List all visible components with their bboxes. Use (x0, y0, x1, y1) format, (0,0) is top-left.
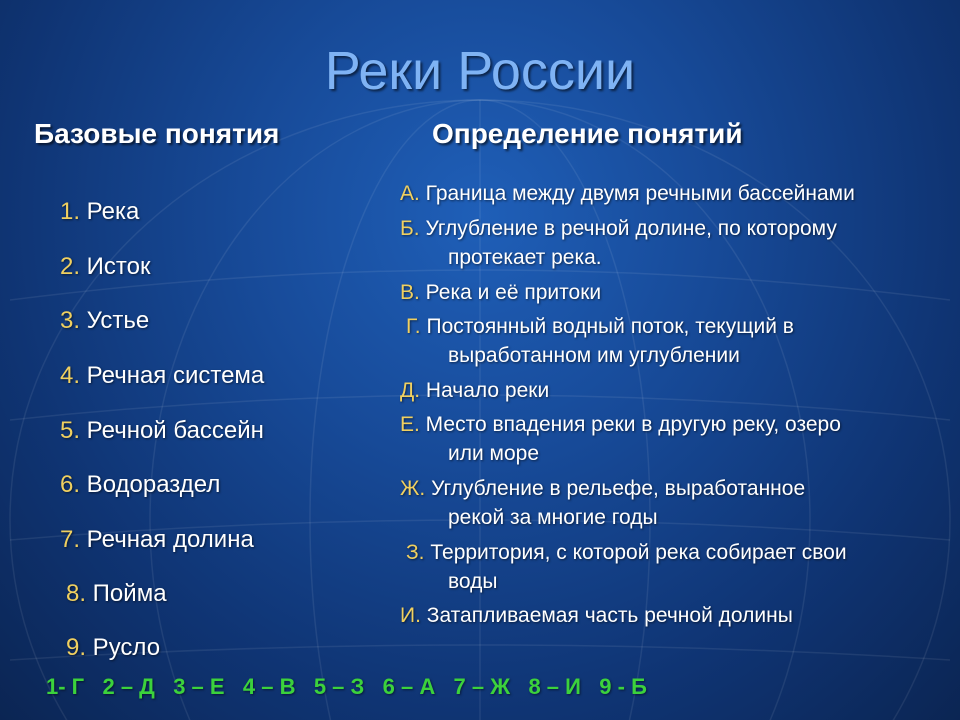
definition-item (406, 312, 946, 370)
term-number: 7. (60, 526, 81, 553)
term-text: Русло (86, 634, 161, 661)
term-number: 6. (60, 471, 81, 498)
definition-text-continued: рекой за многие годы (448, 506, 658, 529)
slide-title: Реки России (324, 41, 636, 101)
term-item (60, 471, 220, 499)
definition-text: Река и её притоки (419, 281, 602, 304)
definition-text-continued: протекает река. (448, 246, 602, 269)
term-item (66, 634, 160, 662)
definition-item (400, 278, 940, 307)
term-text: Исток (80, 253, 151, 280)
definition-text-continued: выработанном им углублении (448, 344, 740, 367)
term-number: 4. (60, 362, 81, 389)
definition-item (400, 179, 940, 208)
definition-letter: В. (400, 281, 420, 304)
term-item (60, 253, 151, 281)
term-number: 8. (66, 580, 87, 607)
term-text: Река (80, 198, 140, 225)
term-item (60, 198, 139, 226)
definition-item (406, 538, 946, 596)
term-text: Устье (80, 307, 150, 334)
definition-item (400, 376, 940, 405)
definition-text: Углубление в рельефе, выработанное (425, 477, 806, 500)
definition-letter: Б. (400, 217, 420, 240)
definition-item (400, 214, 940, 272)
term-item (60, 526, 254, 554)
term-number: 3. (60, 307, 81, 334)
term-text: Речной бассейн (80, 417, 264, 444)
term-text: Пойма (86, 580, 167, 607)
definition-item (400, 474, 940, 532)
term-number: 2. (60, 253, 81, 280)
definition-text: Место впадения реки в другую реку, озеро (419, 413, 841, 436)
answer-key: 1- Г 2 – Д 3 – Е 4 – В 5 – З 6 – А 7 – Ж 8 – И 9 - Б (46, 674, 647, 699)
term-item (60, 362, 264, 390)
term-item (66, 580, 167, 608)
definition-text: Углубление в речной долине, по которому (419, 217, 837, 240)
definition-letter: А. (400, 182, 420, 205)
term-number: 1. (60, 198, 81, 225)
definition-letter: Ж. (400, 477, 426, 500)
definition-text-continued: воды (448, 570, 498, 593)
definition-text: Постоянный водный поток, текущий в (420, 315, 794, 338)
base-concepts-heading: Базовые понятия (34, 118, 280, 149)
definition-text: Территория, с которой река собирает свои (424, 541, 847, 564)
term-item (60, 307, 149, 335)
definition-text: Затапливаемая часть речной долины (420, 604, 793, 627)
definition-letter: З. (406, 541, 425, 564)
definition-text-continued: или море (448, 442, 540, 465)
definition-item (400, 410, 940, 468)
definition-letter: Е. (400, 413, 420, 436)
term-text: Речная система (80, 362, 265, 389)
definition-item (400, 601, 940, 630)
term-text: Водораздел (80, 471, 221, 498)
definition-text: Граница между двумя речными бассейнами (419, 182, 855, 205)
term-text: Речная долина (80, 526, 254, 553)
definition-text: Начало реки (420, 379, 550, 402)
term-item (60, 417, 264, 445)
definitions-heading: Определение понятий (432, 118, 743, 149)
definition-letter: Д. (400, 379, 421, 402)
definition-letter: И. (400, 604, 421, 627)
definition-letter: Г. (406, 315, 421, 338)
term-number: 9. (66, 634, 87, 661)
term-number: 5. (60, 417, 81, 444)
